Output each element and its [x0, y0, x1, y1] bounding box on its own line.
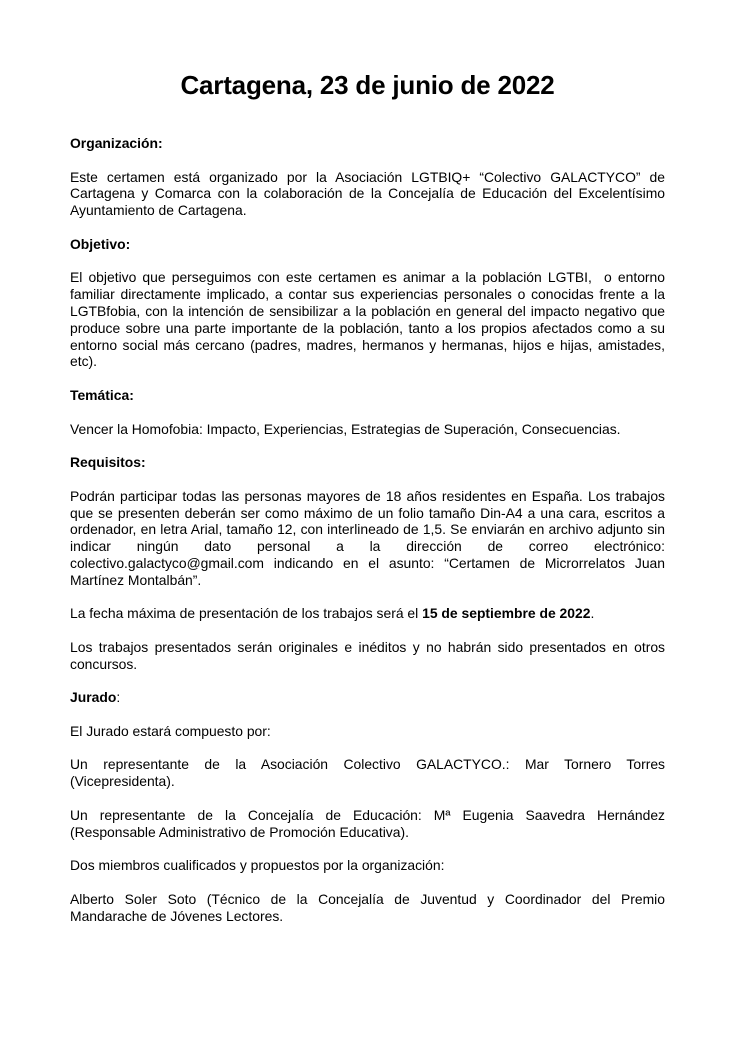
originality-paragraph: Los trabajos presentados serán originales e inéditos y no habrán sido presentados en otros concursos. — [70, 638, 665, 672]
jurado-member: Un representante de la Concejalía de Educación: Mª Eugenia Saavedra Hernández (Responsable Administrativo de Promoción Educativa). — [70, 806, 665, 840]
section-heading-objetivo: Objetivo: — [70, 235, 131, 252]
deadline-prefix: La fecha máxima de presentación de los trabajos será el — [70, 605, 423, 622]
jurado-member: Dos miembros cualificados y propuestos por la organización: — [70, 857, 445, 874]
deadline-suffix: . — [590, 605, 595, 622]
section-body-organizacion: Este certamen está organizado por la Asociación LGTBIQ+ “Colectivo GALACTYCO” de Cartagena y Comarca con la colaboración de la Concejalía de Educación del Excelentísimo Ayuntamiento de Cartagena. — [70, 168, 665, 219]
section-heading-jurado: Jurado — [70, 689, 117, 706]
section-heading-organizacion: Organización: — [70, 135, 163, 151]
deadline-date: 15 de septiembre de 2022 — [422, 605, 591, 622]
section-heading-tematica: Temática: — [70, 386, 134, 403]
jurado-heading-colon: : — [116, 689, 121, 706]
section-heading-jurado-line — [70, 689, 665, 706]
section-heading-requisitos: Requisitos: — [70, 454, 146, 471]
jurado-member: Alberto Soler Soto (Técnico de la Concejalía de Juventud y Coordinador del Premio Mandarache de Jóvenes Lectores. — [70, 890, 665, 924]
section-body-objetivo: El objetivo que perseguimos con este certamen es animar a la población LGTBI, o entorno familiar directamente implicado, a contar sus experiencias personales o conocidas frente a la LGTBfobia, con la intención de sensibilizar a la población en general del impacto negativo que produce sobre una parte importante de la población, tanto a los propios afectados como a su entorno social más cercano (padres, madres, hermanos y hermanas, hijos e hijas, amistades, etc). — [70, 269, 669, 370]
document-title: Cartagena, 23 de junio de 2022 — [180, 70, 555, 100]
deadline-paragraph — [70, 605, 665, 622]
section-body-requisitos: Podrán participar todas las personas mayores de 18 años residentes en España. Los trabajos que se presenten deberán ser como máximo de un folio tamaño Din-A4 a una cara, escritos a ordenador, en letra Arial, tamaño 12, con interlineado de 1,5. Se enviarán en archivo adjunto sin indicar ningún dato personal a la dirección de correo electrónico: colectivo.galactyco@gmail.com indicando en el asunto: “Certamen de Microrrelatos Juan Martínez Montalbán”. — [70, 487, 665, 588]
document-body — [70, 135, 669, 924]
jurado-member: Un representante de la Asociación Colectivo GALACTYCO.: Mar Tornero Torres (Vicepresidenta). — [70, 756, 665, 790]
jurado-intro: El Jurado estará compuesto por: — [70, 722, 271, 739]
section-body-tematica: Vencer la Homofobia: Impacto, Experiencias, Estrategias de Superación, Consecuencias. — [70, 420, 621, 437]
